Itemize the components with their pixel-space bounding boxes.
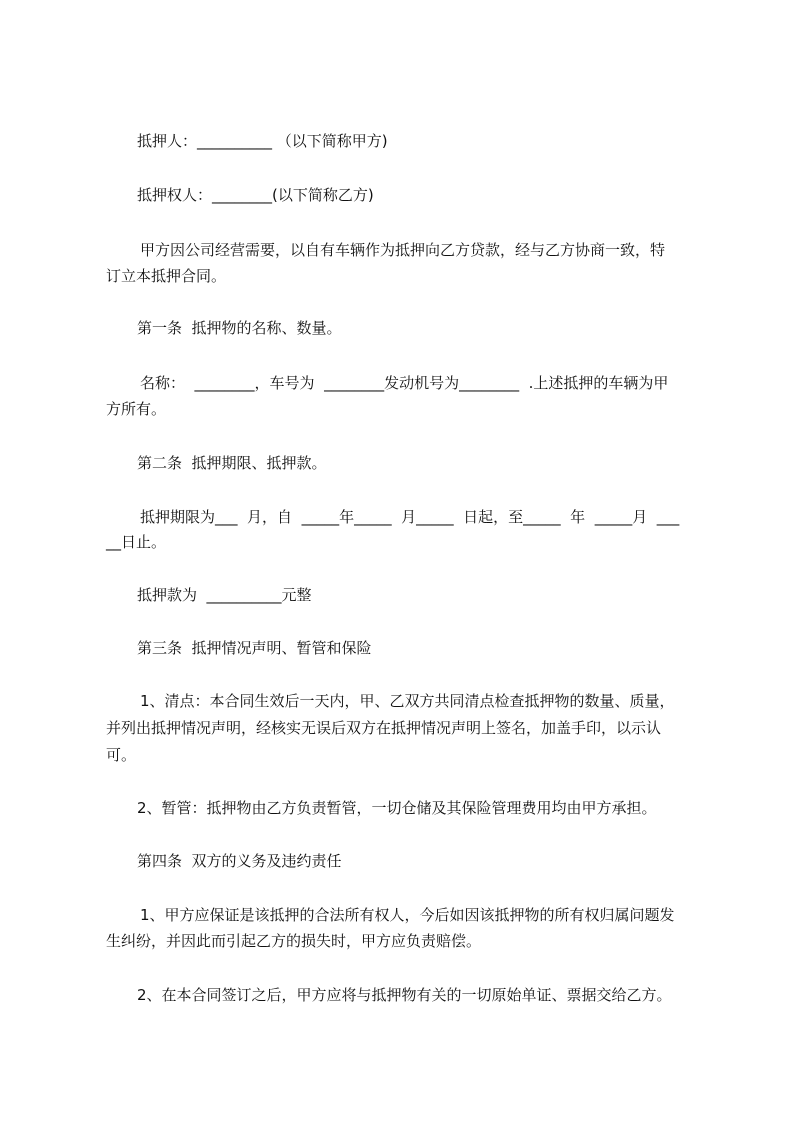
intro-line-1: 甲方因公司经营需要，以自有车辆作为抵押向乙方贷款，经与乙方协商一致，特 bbox=[140, 241, 666, 259]
mortgagor-line: 抵押人：__________ （以下简称甲方) bbox=[137, 132, 388, 150]
article-3-item-1-line-3: 可。 bbox=[106, 746, 137, 764]
article-4-item-1-line-2: 生纠纷，并因此而引起乙方的损失时，甲方应负责赔偿。 bbox=[106, 932, 482, 950]
article-4-title: 第四条 双方的义务及违约责任 bbox=[137, 852, 342, 870]
mortgagee-line: 抵押权人：________(以下简称乙方) bbox=[137, 186, 374, 204]
article-1-title: 第一条 抵押物的名称、数量。 bbox=[137, 319, 342, 337]
article-4-item-2: 2、在本合同签订之后，甲方应将与抵押物有关的一切原始单证、票据交给乙方。 bbox=[137, 986, 672, 1004]
article-4-item-1-line-1: 1、甲方应保证是该抵押的合法所有权人，今后如因该抵押物的所有权归属问题发 bbox=[140, 906, 675, 924]
article-3-item-2: 2、暂管：抵押物由乙方负责暂管，一切仓储及其保险管理费用均由甲方承担。 bbox=[137, 799, 657, 817]
article-2-period-line-1: 抵押期限为___ 月，自 _____年_____ 月_____ 日起，至_____ 年 _____月 ___ bbox=[140, 508, 680, 526]
article-1-line-1: 名称： ________，车号为 ________发动机号为________ .上述抵押的车辆为甲 bbox=[140, 374, 669, 392]
article-3-item-1-line-2: 并列出抵押情况声明，经核实无误后双方在抵押情况声明上签名，加盖手印，以示认 bbox=[106, 719, 662, 737]
article-2-amount: 抵押款为 __________元整 bbox=[137, 586, 312, 604]
article-2-period-line-2: __日止。 bbox=[106, 533, 167, 551]
article-3-item-1-line-1: 1、清点：本合同生效后一天内，甲、乙双方共同清点检查抵押物的数量、质量， bbox=[140, 692, 675, 710]
article-1-line-2: 方所有。 bbox=[106, 400, 167, 418]
intro-line-2: 订立本抵押合同。 bbox=[106, 267, 227, 285]
article-3-title: 第三条 抵押情况声明、暂管和保险 bbox=[137, 639, 372, 657]
article-2-title: 第二条 抵押期限、抵押款。 bbox=[137, 454, 327, 472]
